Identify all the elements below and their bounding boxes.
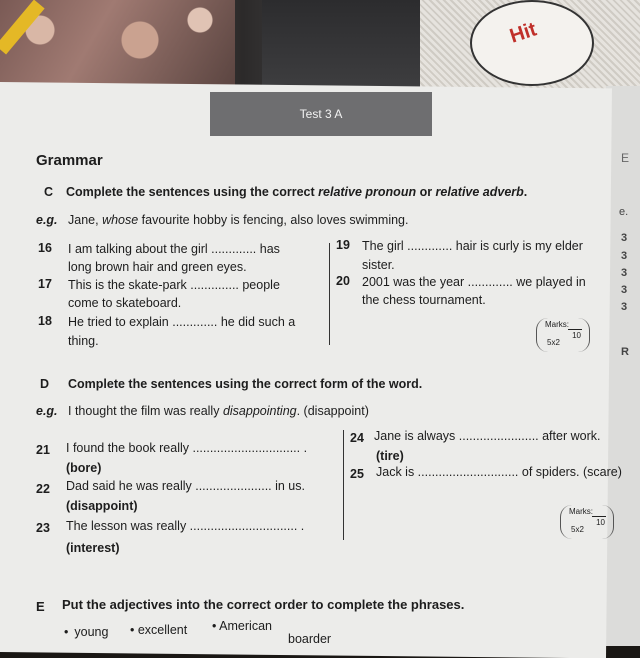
item-hint: (bore) xyxy=(66,461,102,475)
item-hint: (tire) xyxy=(376,449,404,463)
item-line: Jane is always ....................... after work. xyxy=(374,429,601,443)
section-c-example: Jane, whose favourite hobby is fencing, also loves swimming. xyxy=(68,213,409,227)
item-number: 21 xyxy=(36,443,50,457)
item-number: 17 xyxy=(38,277,52,291)
item-line: This is the skate-park .............. people xyxy=(68,278,280,292)
item-number: 24 xyxy=(350,431,364,445)
section-c-instruction: Complete the sentences using the correct relative pronoun or relative adverb. xyxy=(66,185,528,199)
item-number: 19 xyxy=(336,238,350,252)
test-header xyxy=(210,92,432,136)
item-number: 25 xyxy=(350,467,364,481)
side-letter: 3 xyxy=(621,232,628,244)
section-d-example: I thought the film was really disappointing. (disappoint) xyxy=(68,404,369,418)
side-letter: 3 xyxy=(621,267,628,279)
notebook-sticker xyxy=(470,0,594,86)
item-number: 23 xyxy=(36,521,50,535)
section-title: Grammar xyxy=(36,152,103,169)
column-divider xyxy=(329,243,330,345)
item-number: 20 xyxy=(336,274,350,288)
item-hint: (disappoint) xyxy=(66,499,138,513)
item-line: the chess tournament. xyxy=(362,293,486,307)
item-hint: (interest) xyxy=(66,541,120,555)
side-letter: R xyxy=(621,346,629,358)
section-c-example-label: e.g. xyxy=(36,213,58,227)
item-line: 2001 was the year ............. we played in xyxy=(362,275,586,289)
section-e-letter: E xyxy=(36,599,45,614)
item-line: sister. xyxy=(362,258,395,272)
marks-box: Marks: 10 5x2 xyxy=(560,505,614,539)
item-line: Dad said he was really ...................... in us. xyxy=(66,479,305,493)
sticker-text: Hit xyxy=(507,18,540,48)
item-number: 22 xyxy=(36,482,50,496)
side-letter: 3 xyxy=(621,250,628,262)
section-d-example-label: e.g. xyxy=(36,404,58,418)
side-letter: E xyxy=(621,151,630,165)
side-letter: 3 xyxy=(621,301,628,313)
item-line: come to skateboard. xyxy=(68,296,182,310)
word-item: • excellent xyxy=(130,623,188,637)
item-line: long brown hair and green eyes. xyxy=(68,260,247,274)
marks-box: Marks: 10 5x2 xyxy=(536,318,590,352)
item-number: 16 xyxy=(38,241,52,255)
column-divider xyxy=(343,430,344,540)
section-e-instruction: Put the adjectives into the correct order to complete the phrases. xyxy=(62,597,465,612)
item-line: He tried to explain ............. he did such a xyxy=(68,315,296,329)
item-line: thing. xyxy=(68,334,99,348)
item-line: I am talking about the girl ............. has xyxy=(68,242,280,256)
section-d-instruction: Complete the sentences using the correct form of the word. xyxy=(68,377,423,391)
side-letter: e. xyxy=(619,206,629,218)
test-title: Test 3 A xyxy=(299,107,343,121)
section-d-letter: D xyxy=(40,377,50,391)
item-line: Jack is ............................. of spiders. (scare) xyxy=(376,465,622,479)
word-item-partial: boarder xyxy=(288,632,332,646)
section-c-letter: C xyxy=(44,185,54,199)
side-letter: 3 xyxy=(621,284,628,296)
word-item: • young xyxy=(64,624,108,641)
item-number: 18 xyxy=(38,314,52,328)
word-item: • American xyxy=(212,619,272,633)
item-line: The girl ............. hair is curly is my elder xyxy=(362,239,583,253)
item-line: The lesson was really ............................... . xyxy=(66,519,305,533)
item-line: I found the book really ............................... . xyxy=(66,441,308,455)
